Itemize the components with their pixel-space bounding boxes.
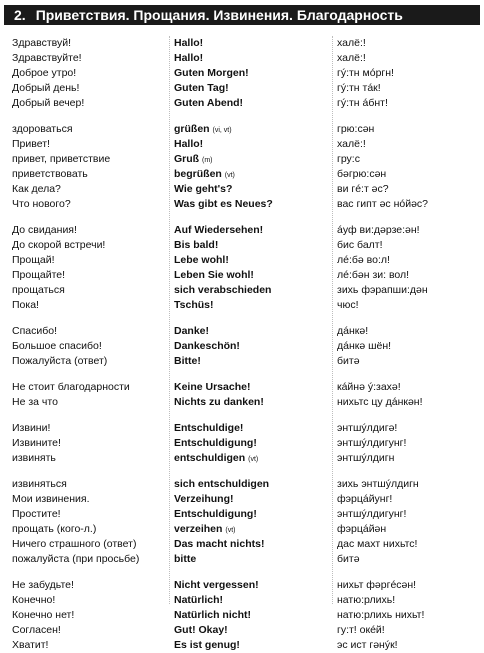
russian-phrase: извинять bbox=[12, 452, 56, 464]
russian-phrase: Спасибо! bbox=[12, 325, 57, 337]
russian-phrase: Хватит! bbox=[12, 639, 49, 651]
grammar-note: (vt) bbox=[224, 172, 235, 179]
phrase-row bbox=[0, 298, 484, 313]
transcription: ви гé:т əс? bbox=[337, 183, 389, 195]
transcription: зихь фэрапши:дəн bbox=[337, 284, 428, 296]
german-word: Nichts zu danken! bbox=[174, 396, 264, 408]
phrase-row bbox=[0, 522, 484, 537]
german-word: sich entschuldigen bbox=[174, 478, 270, 490]
transcription: дас махт нихьтс! bbox=[337, 538, 418, 550]
russian-phrase: До свидания! bbox=[12, 224, 77, 236]
german-word: Es ist genug! bbox=[174, 639, 240, 651]
russian-phrase: прощать (кого-л.) bbox=[12, 523, 97, 535]
transcription: бəгрю:сəн bbox=[337, 168, 387, 180]
phrase-table bbox=[0, 36, 484, 653]
german-phrase bbox=[174, 477, 334, 492]
german-word: Gut! Okay! bbox=[174, 624, 228, 636]
phrase-row bbox=[0, 122, 484, 137]
section-header bbox=[4, 5, 480, 25]
phrase-row bbox=[0, 339, 484, 354]
german-word: Entschuldigung! bbox=[174, 508, 257, 520]
german-word: Hallo! bbox=[174, 138, 204, 150]
german-phrase bbox=[174, 137, 334, 152]
german-word: Das macht nichts! bbox=[174, 538, 265, 550]
german-phrase bbox=[174, 507, 334, 522]
transcription: дáнкə! bbox=[337, 325, 369, 337]
russian-phrase: приветствовать bbox=[12, 168, 88, 180]
german-word: Guten Morgen! bbox=[174, 67, 249, 79]
russian-phrase: Конечно нет! bbox=[12, 609, 75, 621]
german-phrase bbox=[174, 638, 334, 653]
russian-phrase: здороваться bbox=[12, 123, 73, 135]
phrase-row bbox=[0, 578, 484, 593]
german-word: bitte bbox=[174, 553, 197, 565]
russian-phrase: Извините! bbox=[12, 437, 61, 449]
transcription: энтшýлдигə! bbox=[337, 422, 398, 434]
group-gap bbox=[0, 410, 484, 421]
russian-phrase: До скорой встречи! bbox=[12, 239, 106, 251]
phrase-row bbox=[0, 608, 484, 623]
russian-phrase: Согласен! bbox=[12, 624, 61, 636]
phrase-row bbox=[0, 268, 484, 283]
phrase-row bbox=[0, 96, 484, 111]
russian-phrase: привет, приветствие bbox=[12, 153, 111, 165]
german-word: sich verabschieden bbox=[174, 284, 272, 296]
german-phrase bbox=[174, 122, 334, 138]
phrase-row bbox=[0, 380, 484, 395]
phrase-row bbox=[0, 197, 484, 212]
phrase-row bbox=[0, 354, 484, 369]
german-word: Lebe wohl! bbox=[174, 254, 229, 266]
german-word: verzeihen bbox=[174, 523, 223, 535]
german-phrase bbox=[174, 253, 334, 268]
transcription: дáнкə шён! bbox=[337, 340, 392, 352]
german-phrase bbox=[174, 36, 334, 51]
transcription: бис балт! bbox=[337, 239, 383, 251]
phrase-row bbox=[0, 182, 484, 197]
german-word: Entschuldige! bbox=[174, 422, 244, 434]
phrase-row bbox=[0, 36, 484, 51]
german-word: Was gibt es Neues? bbox=[174, 198, 273, 210]
phrase-row bbox=[0, 421, 484, 436]
transcription: вас гипт əс нóйəс? bbox=[337, 198, 429, 210]
transcription: халё:! bbox=[337, 138, 366, 150]
transcription: гý:тн áбнт! bbox=[337, 97, 388, 109]
german-phrase bbox=[174, 238, 334, 253]
german-word: Guten Abend! bbox=[174, 97, 244, 109]
transcription: эс ист гəнýк! bbox=[337, 639, 398, 651]
german-phrase bbox=[174, 578, 334, 593]
german-phrase bbox=[174, 623, 334, 638]
group-gap bbox=[0, 466, 484, 477]
phrase-row bbox=[0, 552, 484, 567]
transcription: энтшýлдигунг! bbox=[337, 437, 407, 449]
german-word: Keine Ursache! bbox=[174, 381, 251, 393]
transcription: грю:сəн bbox=[337, 123, 375, 135]
phrase-row bbox=[0, 593, 484, 608]
russian-phrase: Извини! bbox=[12, 422, 51, 434]
grammar-note: (vt) bbox=[225, 527, 236, 534]
transcription: халё:! bbox=[337, 37, 366, 49]
german-phrase bbox=[174, 354, 334, 369]
transcription: энтшýлдигн bbox=[337, 452, 395, 464]
german-word: entschuldigen bbox=[174, 452, 246, 464]
german-word: Leben Sie wohl! bbox=[174, 269, 254, 281]
german-word: Natürlich! bbox=[174, 594, 224, 606]
transcription: чюс! bbox=[337, 299, 359, 311]
russian-phrase: Ничего страшного (ответ) bbox=[12, 538, 137, 550]
russian-phrase: Привет! bbox=[12, 138, 50, 150]
german-phrase bbox=[174, 223, 334, 238]
german-phrase bbox=[174, 451, 334, 467]
phrase-row bbox=[0, 537, 484, 552]
russian-phrase: Большое спасибо! bbox=[12, 340, 102, 352]
phrase-row bbox=[0, 137, 484, 152]
phrase-row bbox=[0, 238, 484, 253]
group-gap bbox=[0, 212, 484, 223]
russian-phrase: Прощайте! bbox=[12, 269, 66, 281]
phrase-row bbox=[0, 507, 484, 522]
russian-phrase: Доброе утро! bbox=[12, 67, 77, 79]
russian-phrase: Не за что bbox=[12, 396, 58, 408]
german-word: Tschüs! bbox=[174, 299, 214, 311]
phrase-row bbox=[0, 283, 484, 298]
german-word: Auf Wiedersehen! bbox=[174, 224, 264, 236]
transcription: фэрцáйунг! bbox=[337, 493, 393, 505]
german-phrase bbox=[174, 152, 334, 168]
transcription: лé:бə во:л! bbox=[337, 254, 390, 266]
transcription: áуф ви:дəрзе:əн! bbox=[337, 224, 420, 236]
german-word: Dankeschön! bbox=[174, 340, 240, 352]
german-phrase bbox=[174, 339, 334, 354]
russian-phrase: Здравствуйте! bbox=[12, 52, 82, 64]
phrase-row bbox=[0, 51, 484, 66]
german-word: Bitte! bbox=[174, 355, 201, 367]
german-word: Natürlich nicht! bbox=[174, 609, 252, 621]
transcription: кáйнə ý:захə! bbox=[337, 381, 401, 393]
transcription: гý:тн тáк! bbox=[337, 82, 381, 94]
group-gap bbox=[0, 313, 484, 324]
phrase-row bbox=[0, 223, 484, 238]
german-word: Danke! bbox=[174, 325, 210, 337]
transcription: халё:! bbox=[337, 52, 366, 64]
phrase-row bbox=[0, 324, 484, 339]
german-phrase bbox=[174, 66, 334, 81]
german-phrase bbox=[174, 197, 334, 212]
russian-phrase: Добрый день! bbox=[12, 82, 80, 94]
russian-phrase: Простите! bbox=[12, 508, 61, 520]
german-phrase bbox=[174, 298, 334, 313]
russian-phrase: Пока! bbox=[12, 299, 39, 311]
german-word: Guten Tag! bbox=[174, 82, 229, 94]
german-word: Hallo! bbox=[174, 52, 204, 64]
section-number: 2. bbox=[14, 7, 26, 23]
german-phrase bbox=[174, 608, 334, 623]
german-phrase bbox=[174, 283, 334, 298]
phrase-row bbox=[0, 81, 484, 96]
phrase-row bbox=[0, 167, 484, 182]
transcription: энтшýлдигунг! bbox=[337, 508, 407, 520]
transcription: зихь энтшýлдигн bbox=[337, 478, 419, 490]
transcription: гý:тн мóргн! bbox=[337, 67, 394, 79]
phrase-row bbox=[0, 638, 484, 653]
transcription: битə bbox=[337, 355, 360, 367]
german-word: Hallo! bbox=[174, 37, 204, 49]
german-word: Verzeihung! bbox=[174, 493, 234, 505]
phrase-row bbox=[0, 623, 484, 638]
group-gap bbox=[0, 111, 484, 122]
russian-phrase: Добрый вечер! bbox=[12, 97, 85, 109]
transcription: натю:рлихь! bbox=[337, 594, 396, 606]
transcription: гу:т! окéй! bbox=[337, 624, 385, 636]
russian-phrase: прощаться bbox=[12, 284, 65, 296]
russian-phrase: Мои извинения. bbox=[12, 493, 90, 505]
grammar-note: (vi, vt) bbox=[212, 127, 232, 134]
russian-phrase: Не забудьте! bbox=[12, 579, 74, 591]
group-gap bbox=[0, 567, 484, 578]
phrase-row bbox=[0, 451, 484, 466]
russian-phrase: пожалуйста (при просьбе) bbox=[12, 553, 140, 565]
russian-phrase: Конечно! bbox=[12, 594, 56, 606]
german-word: begrüßen bbox=[174, 168, 222, 180]
german-phrase bbox=[174, 96, 334, 111]
german-phrase bbox=[174, 492, 334, 507]
grammar-note: (vt) bbox=[248, 456, 259, 463]
grammar-note: (m) bbox=[202, 157, 213, 164]
transcription: гру:с bbox=[337, 153, 360, 165]
german-word: grüßen bbox=[174, 123, 210, 135]
russian-phrase: Что нового? bbox=[12, 198, 71, 210]
german-phrase bbox=[174, 395, 334, 410]
transcription: фэрцáйəн bbox=[337, 523, 387, 535]
transcription: битə bbox=[337, 553, 360, 565]
russian-phrase: Не стоит благодарности bbox=[12, 381, 130, 393]
russian-phrase: Здравствуй! bbox=[12, 37, 72, 49]
transcription: натю:рлихь нихьт! bbox=[337, 609, 425, 621]
german-phrase bbox=[174, 324, 334, 339]
german-phrase bbox=[174, 421, 334, 436]
russian-phrase: Пожалуйста (ответ) bbox=[12, 355, 108, 367]
german-phrase bbox=[174, 436, 334, 451]
russian-phrase: Прощай! bbox=[12, 254, 55, 266]
section-title: Приветствия. Прощания. Извинения. Благодарность bbox=[35, 7, 403, 23]
german-word: Nicht vergessen! bbox=[174, 579, 259, 591]
transcription: нихьт фəргéсəн! bbox=[337, 579, 417, 591]
german-phrase bbox=[174, 522, 334, 538]
phrase-row bbox=[0, 152, 484, 167]
german-phrase bbox=[174, 167, 334, 183]
phrase-row bbox=[0, 477, 484, 492]
group-gap bbox=[0, 369, 484, 380]
transcription: нихьтс цу дáнкəн! bbox=[337, 396, 423, 408]
german-phrase bbox=[174, 268, 334, 283]
phrase-row bbox=[0, 253, 484, 268]
german-phrase bbox=[174, 182, 334, 197]
russian-phrase: Как дела? bbox=[12, 183, 61, 195]
german-phrase bbox=[174, 552, 334, 567]
phrase-row bbox=[0, 395, 484, 410]
german-phrase bbox=[174, 81, 334, 96]
german-word: Gruß bbox=[174, 153, 200, 165]
phrase-row bbox=[0, 492, 484, 507]
german-phrase bbox=[174, 537, 334, 552]
german-phrase bbox=[174, 593, 334, 608]
german-word: Bis bald! bbox=[174, 239, 219, 251]
german-phrase bbox=[174, 51, 334, 66]
german-word: Wie geht's? bbox=[174, 183, 233, 195]
russian-phrase: извиняться bbox=[12, 478, 67, 490]
transcription: лé:бəн зи: вол! bbox=[337, 269, 410, 281]
phrase-row bbox=[0, 436, 484, 451]
german-word: Entschuldigung! bbox=[174, 437, 257, 449]
phrase-row bbox=[0, 66, 484, 81]
german-phrase bbox=[174, 380, 334, 395]
